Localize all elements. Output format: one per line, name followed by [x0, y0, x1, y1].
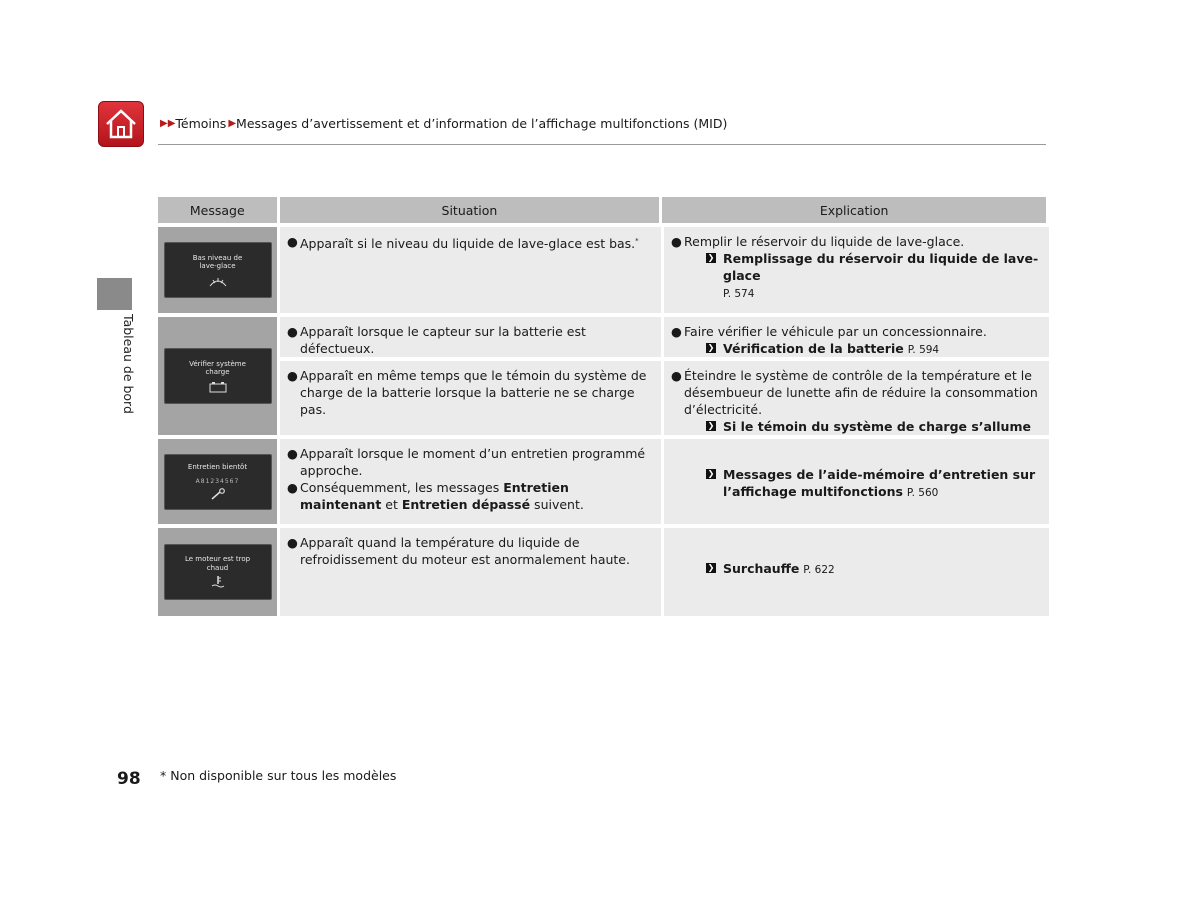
coolant-temp-icon	[210, 575, 226, 589]
explication-cell	[664, 439, 1049, 524]
page-reference[interactable]: ❯ Messages de l’aide-mémoire d’entretien sur l’affichage multifonctions P. 560	[707, 467, 1036, 499]
explication-cell: ● Éteindre le système de contrôle de la température et le désembueur de lunette afin de réduire la consommation d’électricité. ❯ Si le témoin du système de charge s’allume	[664, 361, 1049, 435]
screen-message: Entretien bientôt	[187, 463, 248, 472]
mid-screen	[164, 348, 272, 404]
screen-message: Bas niveau de lave-glace	[192, 253, 243, 270]
reference-arrow-icon: ❯	[707, 563, 715, 572]
situation-cell: ● Apparaît quand la température du liquide de refroidissement du moteur est anormalement haute.	[280, 528, 661, 616]
arrow-icon: ▶▶	[160, 117, 176, 129]
explication-cell	[664, 528, 1049, 616]
table-row	[158, 439, 1046, 524]
reference-arrow-icon: ❯	[707, 343, 715, 352]
reference-arrow-icon: ❯	[707, 469, 715, 478]
washer-fluid-icon	[208, 275, 228, 287]
footnote: * Non disponible sur tous les modèles	[160, 768, 397, 783]
screen-code: A81234567	[195, 477, 240, 485]
breadcrumb-temoins[interactable]: Témoins	[175, 116, 227, 131]
mid-screen	[164, 544, 272, 600]
mid-screen	[164, 242, 272, 298]
header-message: Message	[158, 197, 277, 223]
header-explication: Explication	[662, 197, 1046, 223]
screen-message: Vérifier système charge	[189, 359, 246, 376]
page-reference[interactable]: ❯ Surchauffe P. 622	[707, 561, 835, 576]
page-reference[interactable]: ❯ Remplissage du réservoir du liquide de lave-glace P. 574	[707, 251, 1039, 300]
page-number: 98	[117, 769, 141, 789]
home-button[interactable]	[98, 101, 144, 147]
reference-arrow-icon: ❯	[707, 253, 715, 262]
page-reference[interactable]: ❯ Vérification de la batterie P. 594	[707, 341, 940, 356]
table-row	[158, 528, 1046, 616]
explication-cell: ● Remplir le réservoir du liquide de lave-glace. ❯ Remplissage du réservoir du liquide de lave-glace P. 574	[664, 227, 1049, 313]
wrench-icon	[210, 488, 226, 500]
section-tab[interactable]	[97, 278, 132, 310]
table-row	[158, 317, 1046, 435]
situation-cell: ● Apparaît en même temps que le témoin du système de charge de la batterie lorsque la batterie ne se charge pas.	[280, 361, 661, 435]
situation-cell: ● Apparaît lorsque le moment d’un entretien programmé approche. ● Conséquemment, les messages Entretien maintenant et Entretien dépassé suivent.	[280, 439, 661, 524]
message-cell	[158, 227, 277, 313]
home-icon	[104, 108, 138, 140]
messages-table	[158, 197, 1046, 616]
situation-cell: ● Apparaît si le niveau du liquide de lave-glace est bas.*	[280, 227, 661, 313]
reference-arrow-icon: ❯	[707, 421, 715, 430]
message-cell	[158, 528, 277, 616]
header-situation: Situation	[280, 197, 660, 223]
battery-icon	[209, 381, 227, 393]
header-divider	[158, 144, 1046, 145]
breadcrumb	[160, 116, 727, 131]
mid-screen	[164, 454, 272, 510]
message-cell	[158, 439, 277, 524]
breadcrumb-current: Messages d’avertissement et d’information de l’affichage multifonctions (MID)	[236, 116, 728, 131]
explication-cell: ● Faire vérifier le véhicule par un concessionnaire. ❯ Vérification de la batterie P. 594	[664, 317, 1049, 357]
situation-cell: ● Apparaît lorsque le capteur sur la batterie est défectueux.	[280, 317, 661, 357]
table-row	[158, 227, 1046, 313]
section-label: Tableau de bord	[121, 314, 136, 414]
table-header	[158, 197, 1046, 223]
page-reference[interactable]: ❯ Si le témoin du système de charge s’allume	[707, 419, 1031, 434]
screen-message: Le moteur est trop chaud	[184, 555, 251, 572]
arrow-icon: ▶	[228, 117, 237, 129]
message-cell	[158, 317, 277, 435]
